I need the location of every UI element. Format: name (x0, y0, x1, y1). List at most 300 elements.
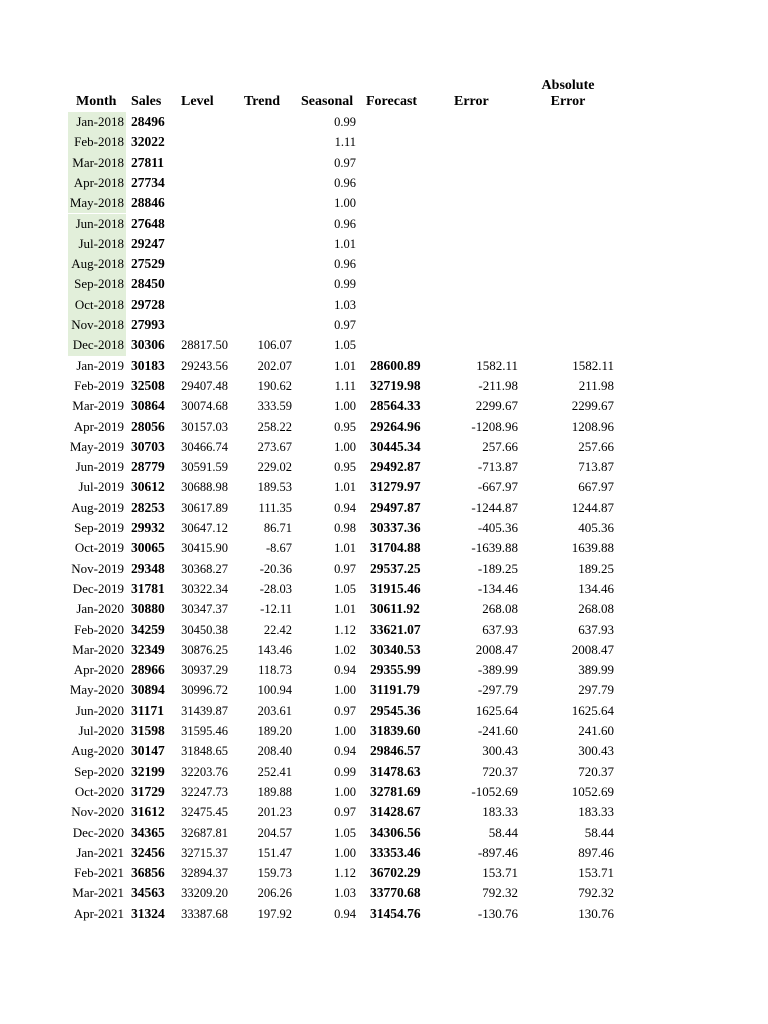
sales-cell: 30703 (131, 438, 165, 454)
trend-cell: 333.59 (257, 399, 292, 414)
sales-cell: 27811 (131, 154, 165, 170)
month-label: Jun-2018 (75, 215, 124, 231)
forecast-cell: 31915.46 (370, 580, 421, 596)
month-cell (68, 579, 126, 599)
error-cell: -389.99 (477, 662, 518, 678)
level-cell: 30466.74 (181, 439, 228, 454)
forecast-cell: 29497.87 (370, 499, 421, 515)
trend-cell: 22.42 (263, 622, 292, 637)
level-cell: 30688.98 (181, 480, 228, 495)
level-cell: 33387.68 (181, 906, 228, 921)
sales-cell: 36856 (131, 865, 165, 881)
absolute-error-cell: 2008.47 (571, 641, 614, 657)
month-label: Apr-2019 (73, 418, 124, 434)
seasonal-cell: 0.96 (334, 257, 356, 272)
level-cell: 30368.27 (181, 561, 228, 576)
absolute-error-cell (530, 315, 614, 335)
absolute-error-cell: 720.37 (578, 763, 614, 779)
absolute-error-cell: 130.76 (578, 905, 614, 921)
trend-cell (232, 214, 292, 234)
absolute-error-cell (530, 132, 614, 152)
forecast-cell (370, 234, 440, 254)
seasonal-cell: 0.97 (334, 561, 356, 576)
error-cell: -297.79 (477, 682, 518, 698)
sales-cell: 28450 (131, 276, 165, 292)
seasonal-cell: 0.94 (334, 906, 356, 921)
sales-cell: 28056 (131, 418, 165, 434)
month-cell (68, 112, 126, 132)
level-cell: 30347.37 (181, 602, 228, 617)
trend-cell: -20.36 (259, 561, 292, 576)
month-label: Jul-2018 (78, 235, 124, 251)
absolute-error-cell: 405.36 (578, 520, 614, 535)
forecast-cell (370, 193, 440, 213)
sales-cell: 31729 (131, 783, 165, 799)
level-cell: 30647.12 (181, 521, 228, 535)
month-cell (68, 904, 126, 924)
trend-cell: 258.22 (257, 419, 292, 434)
trend-cell: 206.26 (257, 886, 292, 901)
seasonal-cell: 1.00 (334, 784, 356, 799)
sales-cell: 30880 (131, 601, 165, 617)
month-label: Jul-2020 (78, 723, 124, 738)
seasonal-cell: 0.97 (334, 703, 356, 718)
trend-cell: -12.11 (260, 602, 292, 617)
month-cell (68, 741, 126, 761)
level-cell (162, 254, 228, 274)
seasonal-cell: 0.94 (334, 744, 356, 759)
level-cell: 30157.03 (181, 419, 228, 434)
month-cell (68, 153, 126, 173)
forecast-cell: 28600.89 (370, 357, 421, 373)
sales-cell: 31171 (131, 702, 165, 718)
forecast-cell: 34306.56 (370, 824, 421, 840)
month-cell (68, 193, 126, 213)
sales-cell: 32456 (131, 844, 165, 860)
trend-cell: 229.02 (257, 460, 292, 475)
sales-cell: 31598 (131, 723, 165, 738)
seasonal-cell: 0.98 (334, 521, 356, 535)
table-row (0, 376, 768, 396)
month-cell (68, 802, 126, 822)
table-row (0, 437, 768, 457)
trend-cell (232, 153, 292, 173)
level-cell (162, 132, 228, 152)
level-cell: 32203.76 (181, 764, 228, 779)
seasonal-cell: 1.01 (334, 541, 356, 556)
error-cell: 637.93 (482, 621, 518, 637)
month-cell (68, 680, 126, 700)
month-cell (68, 234, 126, 254)
error-cell (440, 173, 518, 193)
trend-cell (232, 173, 292, 193)
month-cell (68, 315, 126, 335)
table-row (0, 640, 768, 660)
error-cell (440, 295, 518, 315)
sales-cell: 29932 (131, 520, 165, 535)
month-cell (68, 599, 126, 619)
trend-cell: -28.03 (259, 581, 292, 596)
seasonal-cell: 0.94 (334, 500, 356, 515)
error-cell (440, 315, 518, 335)
level-cell (162, 274, 228, 294)
error-cell (440, 335, 518, 355)
trend-cell: 118.73 (258, 663, 292, 678)
sales-cell: 32349 (131, 641, 165, 657)
sales-cell: 28966 (131, 662, 165, 678)
month-label: Jun-2019 (75, 459, 124, 475)
error-cell (440, 234, 518, 254)
sales-cell: 31781 (131, 580, 165, 596)
forecast-cell: 29545.36 (370, 702, 421, 718)
month-label: Feb-2020 (74, 621, 124, 637)
forecast-cell: 31704.88 (370, 540, 421, 556)
error-cell (440, 254, 518, 274)
forecast-cell (370, 214, 440, 234)
month-cell (68, 721, 126, 741)
error-cell (440, 274, 518, 294)
month-label: Dec-2020 (72, 824, 124, 840)
level-cell: 32247.73 (181, 784, 228, 799)
forecast-cell (370, 295, 440, 315)
table-row (0, 214, 768, 234)
error-cell: 1625.64 (475, 702, 518, 718)
error-cell: -130.76 (477, 905, 518, 921)
header-month: Month (76, 94, 117, 109)
absolute-error-cell: 1582.11 (572, 357, 614, 373)
forecast-cell: 33770.68 (370, 885, 421, 901)
seasonal-cell: 1.01 (334, 602, 356, 617)
table-row (0, 843, 768, 863)
absolute-error-cell (530, 295, 614, 315)
trend-cell: -8.67 (265, 541, 292, 556)
trend-cell: 100.94 (257, 683, 292, 698)
seasonal-cell: 0.94 (334, 663, 356, 678)
absolute-error-cell (530, 193, 614, 213)
sales-cell: 27529 (131, 256, 165, 272)
month-label: May-2019 (69, 438, 124, 454)
table-row (0, 782, 768, 802)
trend-cell: 197.92 (257, 906, 292, 921)
seasonal-cell: 1.00 (334, 683, 356, 698)
month-label: Apr-2020 (73, 662, 124, 678)
table-row (0, 132, 768, 152)
month-cell (68, 823, 126, 843)
month-label: Aug-2019 (71, 499, 124, 515)
level-cell (162, 173, 228, 193)
seasonal-cell: 1.01 (334, 236, 356, 251)
sales-cell: 32022 (131, 134, 165, 150)
forecast-cell: 32781.69 (370, 783, 421, 799)
level-cell: 31595.46 (181, 724, 228, 738)
level-cell: 30450.38 (181, 622, 228, 637)
forecast-cell (370, 254, 440, 274)
forecast-cell (370, 274, 440, 294)
table-row (0, 153, 768, 173)
forecast-cell: 31478.63 (370, 763, 421, 779)
month-cell (68, 762, 126, 782)
error-cell: -241.60 (477, 723, 518, 738)
sales-cell: 29247 (131, 235, 165, 251)
table-row (0, 883, 768, 903)
month-label: Oct-2018 (74, 296, 124, 312)
absolute-error-cell (530, 153, 614, 173)
trend-cell (232, 112, 292, 132)
trend-cell: 159.73 (257, 866, 292, 881)
error-cell: 183.33 (482, 804, 518, 820)
table-row (0, 234, 768, 254)
month-label: Jan-2019 (76, 357, 124, 373)
table-row (0, 823, 768, 843)
seasonal-cell: 1.03 (334, 297, 356, 312)
trend-cell (232, 193, 292, 213)
forecast-cell: 33353.46 (370, 844, 421, 860)
table-row (0, 660, 768, 680)
month-label: Jan-2020 (76, 601, 124, 617)
absolute-error-cell: 297.79 (578, 682, 614, 698)
level-cell: 30937.29 (181, 663, 228, 678)
month-cell (68, 295, 126, 315)
table-row (0, 599, 768, 619)
absolute-error-cell: 268.08 (578, 601, 614, 617)
month-cell (68, 660, 126, 680)
sales-cell: 30147 (131, 743, 165, 759)
forecast-cell: 31454.76 (370, 905, 421, 921)
absolute-error-cell (530, 335, 614, 355)
month-label: Apr-2018 (73, 174, 124, 190)
forecast-cell: 33621.07 (370, 621, 421, 637)
header-sales: Sales (131, 94, 162, 109)
level-cell: 32715.37 (181, 845, 228, 860)
seasonal-cell: 1.03 (334, 886, 356, 901)
trend-cell (232, 274, 292, 294)
level-cell (162, 214, 228, 234)
sales-cell: 30612 (131, 479, 165, 495)
forecast-cell (370, 153, 440, 173)
seasonal-cell: 1.00 (334, 845, 356, 860)
absolute-error-cell: 667.97 (578, 479, 614, 495)
month-label: Aug-2018 (71, 256, 124, 272)
error-cell: 792.32 (482, 885, 518, 901)
level-cell: 29243.56 (181, 358, 228, 373)
sales-cell: 31324 (131, 905, 165, 921)
seasonal-cell: 0.99 (334, 115, 356, 129)
absolute-error-cell: 183.33 (578, 804, 614, 820)
month-label: Nov-2018 (71, 317, 124, 332)
absolute-error-cell (530, 214, 614, 234)
seasonal-cell: 0.96 (334, 216, 356, 231)
level-cell (162, 295, 228, 315)
error-cell: -667.97 (477, 479, 518, 495)
error-cell: 720.37 (482, 763, 518, 779)
forecast-cell: 31279.97 (370, 479, 421, 495)
month-cell (68, 883, 126, 903)
seasonal-cell: 0.97 (334, 318, 356, 332)
level-cell: 30415.90 (181, 541, 228, 556)
error-cell (440, 132, 518, 152)
trend-cell: 204.57 (257, 825, 292, 840)
forecast-cell: 31839.60 (370, 723, 421, 738)
level-cell: 30996.72 (181, 683, 228, 698)
level-cell: 31439.87 (181, 703, 228, 718)
trend-cell: 252.41 (257, 764, 292, 779)
absolute-error-cell: 792.32 (578, 885, 614, 901)
level-cell: 31848.65 (181, 744, 228, 759)
seasonal-cell: 1.00 (334, 724, 356, 738)
month-label: Nov-2019 (71, 560, 124, 576)
table-row (0, 112, 768, 132)
month-label: Dec-2018 (72, 337, 124, 353)
trend-cell: 208.40 (257, 744, 292, 759)
forecast-cell: 32719.98 (370, 377, 421, 393)
forecast-cell: 30340.53 (370, 641, 421, 657)
level-cell: 30322.34 (181, 581, 228, 596)
error-cell: 257.66 (482, 438, 518, 454)
month-label: Feb-2021 (74, 865, 124, 881)
trend-cell: 189.88 (257, 784, 292, 799)
table-row (0, 620, 768, 640)
table-row (0, 802, 768, 822)
month-label: Apr-2021 (73, 905, 124, 921)
forecast-cell: 36702.29 (370, 865, 421, 881)
forecast-cell (370, 315, 440, 335)
month-cell (68, 701, 126, 721)
table-row (0, 335, 768, 355)
forecast-cell: 29264.96 (370, 418, 421, 434)
level-cell (162, 153, 228, 173)
table-row (0, 254, 768, 274)
sales-cell: 30183 (131, 357, 165, 373)
error-cell: 58.44 (488, 824, 518, 840)
error-cell: -1639.88 (471, 540, 518, 556)
sales-cell: 30065 (131, 540, 165, 556)
table-row (0, 396, 768, 416)
level-cell: 30074.68 (181, 399, 228, 414)
header-level: Level (181, 94, 214, 109)
table-row (0, 193, 768, 213)
header-absolute-error-line1: Absolute (541, 78, 595, 93)
sales-cell: 34365 (131, 824, 165, 840)
sales-cell: 29348 (131, 560, 165, 576)
error-cell: 153.71 (482, 865, 518, 881)
month-label: Sep-2020 (74, 763, 124, 779)
level-cell: 32687.81 (181, 825, 228, 840)
month-cell (68, 559, 126, 579)
trend-cell: 202.07 (257, 358, 292, 373)
absolute-error-cell: 58.44 (584, 824, 614, 840)
absolute-error-cell: 241.60 (578, 723, 614, 738)
sales-cell: 28253 (131, 499, 165, 515)
seasonal-cell: 1.05 (334, 581, 356, 596)
forecast-cell (370, 173, 440, 193)
month-cell (68, 457, 126, 477)
absolute-error-cell: 1639.88 (571, 540, 614, 556)
trend-cell (232, 315, 292, 335)
table-row (0, 477, 768, 497)
level-cell: 33209.20 (181, 886, 228, 901)
error-cell (440, 112, 518, 132)
month-label: Mar-2020 (72, 641, 124, 657)
month-cell (68, 640, 126, 660)
month-label: May-2018 (69, 195, 124, 211)
absolute-error-cell: 1244.87 (571, 499, 614, 515)
seasonal-cell: 1.01 (334, 358, 356, 373)
month-cell (68, 376, 126, 396)
trend-cell (232, 295, 292, 315)
forecast-cell: 31191.79 (370, 682, 420, 698)
level-cell (162, 193, 228, 213)
table-row (0, 498, 768, 518)
trend-cell: 106.07 (257, 338, 292, 353)
absolute-error-cell (530, 234, 614, 254)
month-label: Mar-2019 (72, 398, 124, 414)
level-cell: 29407.48 (181, 378, 228, 393)
table-row (0, 559, 768, 579)
sales-cell: 31612 (131, 804, 165, 820)
sales-cell: 30894 (131, 682, 165, 698)
sales-cell: 30864 (131, 398, 165, 414)
trend-cell: 273.67 (257, 439, 292, 454)
trend-cell: 111.35 (258, 500, 292, 515)
seasonal-cell: 0.97 (334, 155, 356, 170)
level-cell (162, 234, 228, 254)
month-cell (68, 498, 126, 518)
sales-cell: 27734 (131, 174, 165, 190)
absolute-error-cell: 257.66 (578, 438, 614, 454)
table-row (0, 762, 768, 782)
level-cell: 30617.89 (181, 500, 228, 515)
sales-cell: 32508 (131, 377, 165, 393)
absolute-error-cell (530, 274, 614, 294)
month-cell (68, 782, 126, 802)
level-cell (162, 315, 228, 335)
sales-cell: 28779 (131, 459, 165, 475)
forecast-cell: 30445.34 (370, 438, 421, 454)
header-error: Error (454, 94, 489, 109)
sales-cell: 29728 (131, 296, 165, 312)
table-row (0, 538, 768, 558)
month-cell (68, 417, 126, 437)
sales-cell: 27648 (131, 215, 165, 231)
absolute-error-cell: 713.87 (578, 459, 614, 475)
month-label: Nov-2020 (71, 804, 124, 820)
table-row (0, 315, 768, 335)
table-row (0, 356, 768, 376)
absolute-error-cell: 637.93 (578, 621, 614, 637)
seasonal-cell: 1.00 (334, 399, 356, 414)
month-cell (68, 254, 126, 274)
absolute-error-cell: 1052.69 (571, 783, 614, 799)
table-row (0, 173, 768, 193)
month-cell (68, 132, 126, 152)
month-cell (68, 437, 126, 457)
table-row (0, 417, 768, 437)
header-forecast: Forecast (366, 94, 418, 109)
error-cell (440, 193, 518, 213)
absolute-error-cell: 2299.67 (571, 398, 614, 414)
absolute-error-cell: 389.99 (578, 662, 614, 678)
error-cell (440, 214, 518, 234)
error-cell: 268.08 (482, 601, 518, 617)
trend-cell: 203.61 (257, 703, 292, 718)
month-cell (68, 214, 126, 234)
absolute-error-cell: 153.71 (578, 865, 614, 881)
forecast-cell: 29492.87 (370, 459, 421, 475)
error-cell: -405.36 (477, 520, 518, 535)
month-cell (68, 620, 126, 640)
month-label: Jul-2019 (78, 479, 124, 495)
table-row (0, 579, 768, 599)
